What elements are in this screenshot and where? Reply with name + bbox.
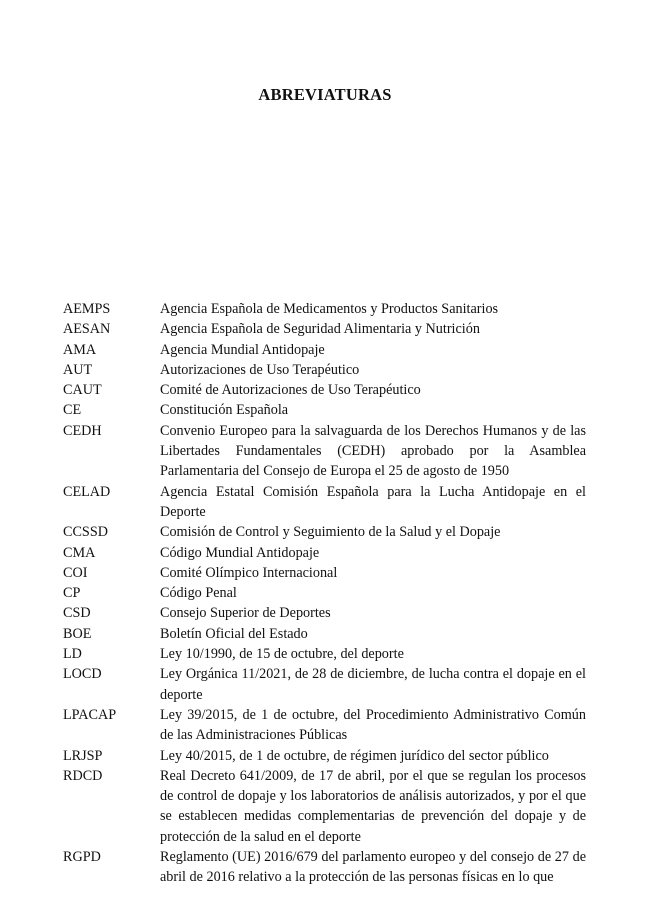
abbreviation-definition: Ley 40/2015, de 1 de octubre, de régimen jurídico del sector público	[160, 747, 549, 764]
abbreviation-term: AUT	[63, 361, 93, 378]
abbreviation-entry	[63, 766, 586, 847]
abbreviation-definition: Ley 10/1990, de 15 de octubre, del deporte	[160, 646, 404, 663]
abbreviation-term: RGPD	[63, 849, 101, 866]
abbreviation-entry	[63, 400, 586, 420]
abbreviation-entry	[63, 299, 586, 319]
abbreviation-definition: Ley 39/2015, de 1 de octubre, del Procedimiento Administrativo Común de las Administraciones Públicas	[160, 706, 586, 744]
abbreviation-term: LD	[63, 646, 82, 663]
abbreviation-entry	[63, 583, 586, 603]
abbreviation-term: AMA	[63, 341, 97, 358]
abbreviation-entry	[63, 603, 586, 623]
abbreviation-definition: Código Penal	[160, 585, 237, 602]
abbreviation-term: CELAD	[63, 483, 111, 500]
abbreviation-term: COI	[63, 564, 88, 581]
abbreviation-term: CCSSD	[63, 524, 108, 541]
page-title: ABREVIATURAS	[258, 85, 392, 104]
abbreviation-definition: Consejo Superior de Deportes	[160, 605, 331, 622]
abbreviation-entry	[63, 482, 586, 523]
abbreviation-term: CMA	[63, 544, 96, 561]
abbreviation-term: CSD	[63, 605, 91, 622]
abbreviation-term: AESAN	[63, 321, 111, 338]
abbreviation-term: CAUT	[63, 382, 102, 399]
abbreviation-definition: Autorizaciones de Uso Terapéutico	[160, 361, 360, 378]
abbreviation-definition: Código Mundial Antidopaje	[160, 544, 320, 561]
abbreviation-entry	[63, 664, 586, 705]
abbreviation-entry	[63, 522, 586, 542]
abbreviation-entry	[63, 340, 586, 360]
abbreviation-definition: Constitución Española	[160, 402, 289, 419]
abbreviation-definition: Real Decreto 641/2009, de 17 de abril, por el que se regulan los procesos de control de dopaje y los laboratorios de análisis autorizados, y por el que se establecen medidas complementarias de prevención del dopaje y de protección de la salud en el deporte	[160, 767, 586, 845]
abbreviation-entry	[63, 563, 586, 583]
abbreviation-definition: Convenio Europeo para la salvaguarda de los Derechos Humanos y de las Libertades Fundamentales (CEDH) aprobado por la Asamblea Parlamentaria del Consejo de Europa el 25 de agosto de 1950	[160, 422, 586, 480]
abbreviation-term: LPACAP	[63, 706, 117, 723]
abbreviation-term: LRJSP	[63, 747, 103, 764]
abbreviation-term: CE	[63, 402, 82, 419]
abbreviation-term: CP	[63, 585, 81, 602]
abbreviation-entry	[63, 746, 586, 766]
abbreviation-entry	[63, 319, 586, 339]
abbreviation-list	[63, 299, 586, 888]
abbreviation-entry	[63, 644, 586, 664]
abbreviation-entry	[63, 421, 586, 482]
abbreviation-definition: Agencia Española de Medicamentos y Productos Sanitarios	[160, 301, 499, 317]
abbreviation-definition: Boletín Oficial del Estado	[160, 625, 308, 642]
abbreviation-entry	[63, 360, 586, 380]
abbreviation-definition: Agencia Estatal Comisión Española para la Lucha Antidopaje en el Deporte	[160, 483, 586, 520]
abbreviation-definition: Comité Olímpico Internacional	[160, 564, 338, 581]
abbreviation-entry	[63, 705, 586, 746]
abbreviation-term: AEMPS	[63, 301, 111, 317]
abbreviation-definition: Comité de Autorizaciones de Uso Terapéutico	[160, 382, 421, 399]
abbreviation-term: LOCD	[63, 666, 102, 683]
abbreviation-entry	[63, 847, 586, 888]
abbreviation-definition: Reglamento (UE) 2016/679 del parlamento europeo y del consejo de 27 de abril de 2016 relativo a la protección de las personas físicas en lo que	[160, 849, 586, 886]
abbreviation-entry	[63, 380, 586, 400]
abbreviation-definition: Agencia Española de Seguridad Alimentaria y Nutrición	[160, 321, 480, 338]
abbreviation-term: BOE	[63, 625, 92, 642]
abbreviation-definition: Ley Orgánica 11/2021, de 28 de diciembre, de lucha contra el dopaje en el deporte	[160, 666, 586, 703]
abbreviation-entry	[63, 624, 586, 644]
abbreviation-definition: Agencia Mundial Antidopaje	[160, 341, 325, 358]
abbreviation-definition: Comisión de Control y Seguimiento de la Salud y el Dopaje	[160, 524, 501, 541]
abbreviation-term: RDCD	[63, 767, 103, 784]
abbreviation-entry	[63, 543, 586, 563]
abbreviation-term: CEDH	[63, 422, 102, 439]
